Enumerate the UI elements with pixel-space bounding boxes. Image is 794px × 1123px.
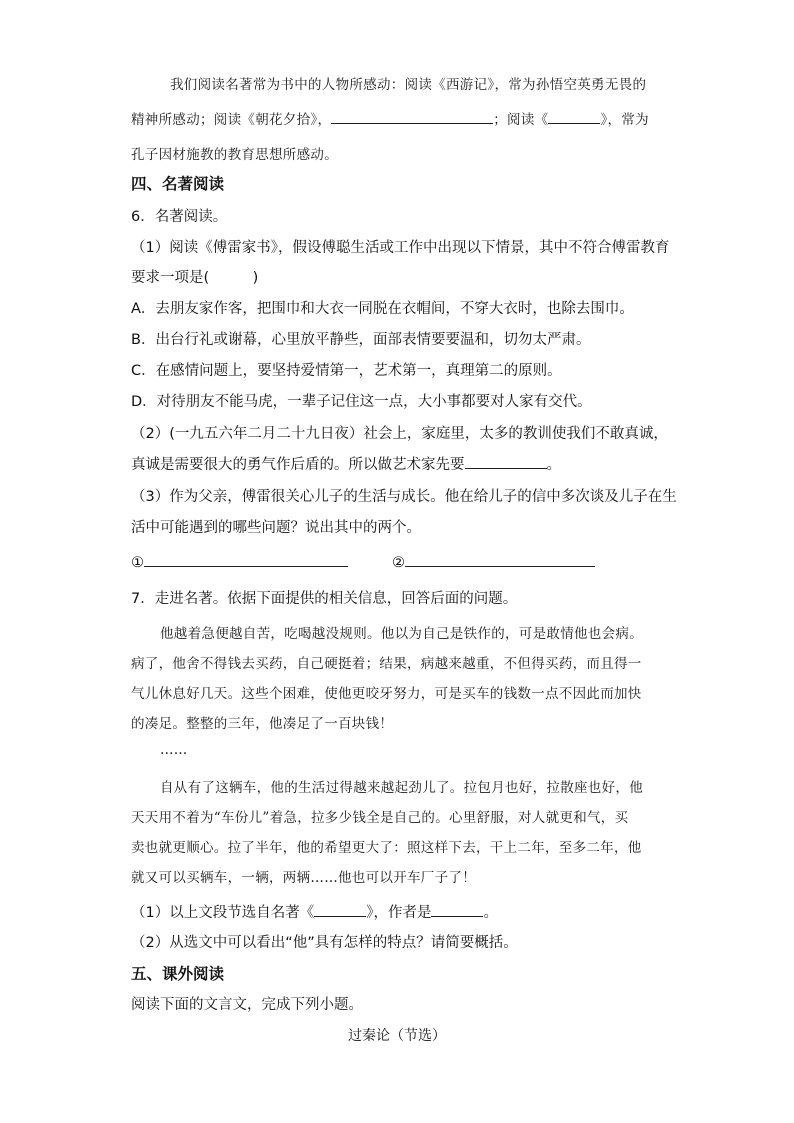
passage-line: 自从有了这辆车，他的生活过得越来越起劲儿了。拉包月也好，拉散座也好，他 <box>160 780 643 796</box>
intro-line-1: 我们阅读名著常为书中的人物所感动：阅读《西游记》，常为孙悟空英勇无畏的 <box>170 77 647 93</box>
intro-line-2-c: 》，常为 <box>600 112 649 128</box>
intro-line-2 <box>131 108 661 128</box>
question-6-2-line-2 <box>131 453 661 474</box>
question-7-1-c: 。 <box>483 905 498 921</box>
question-6-2-line-1: （2）(一九五六年二月二十九日夜）社会上，家庭里，太多的教训使我们不敢真诚， <box>131 426 668 442</box>
question-7-2: （2）从选文中可以看出“他”具有怎样的特点？请简要概括。 <box>131 935 518 951</box>
intro-line-3: 孔子因材施教的教育思想所感动。 <box>131 147 338 163</box>
circle-number-1: ① <box>131 555 144 571</box>
question-7-1 <box>131 901 661 922</box>
answer-line-1[interactable] <box>131 552 348 571</box>
question-6-3-line-1: （3）作为父亲，傅雷很关心儿子的生活与成长。他在给儿子的信中多次谈及儿子在生 <box>131 489 677 505</box>
answer-blank[interactable] <box>314 902 366 917</box>
answer-line-2[interactable] <box>392 552 595 571</box>
question-6-2-end: 。 <box>546 457 561 473</box>
option-d[interactable]: D．对待朋友不能马虎，一辈子记住这一点，大小事都要对人家有交代。 <box>131 394 592 410</box>
answer-blank[interactable] <box>465 454 547 469</box>
passage-ellipsis: …… <box>160 742 188 758</box>
passage-line: 的凑足。整整的三年，他凑足了一百块钱！ <box>131 716 394 732</box>
question-7-1-a: （1）以上文段节选自名著《 <box>131 905 315 921</box>
circle-number-2: ② <box>392 555 405 571</box>
passage-line: 卖也就更顺心。拉了半年，他的希望更大了：照这样下去，干上二年，至多二年，他 <box>131 840 642 856</box>
question-6-2-text: 真诚是需要很大的勇气作后盾的。所以做艺术家先要 <box>131 457 465 473</box>
section-heading: 五、课外阅读 <box>131 965 225 983</box>
question-6-1-line-1: （1）阅读《傅雷家书》，假设傅聪生活或工作中出现以下情景，其中不符合傅雷教育 <box>131 240 670 256</box>
section-5-instruction: 阅读下面的文言文，完成下列小题。 <box>131 997 363 1013</box>
question-7-1-b: 》，作者是 <box>366 905 432 921</box>
option-c[interactable]: C．在感情问题上，要坚持爱情第一，艺术第一，真理第二的原则。 <box>131 363 562 379</box>
section-heading: 四、名著阅读 <box>131 175 225 193</box>
option-b[interactable]: B．出台行礼或谢幕，心里放平静些，面部表情要要温和，切勿太严肃。 <box>131 332 591 348</box>
question-6-title: 6．名著阅读。 <box>131 209 228 225</box>
question-6-1-line-2: 要求一项是( ) <box>131 270 259 286</box>
answer-blank[interactable] <box>405 552 595 567</box>
intro-line-2-a: 精神所感动；阅读《朝花夕拾》， <box>131 112 332 128</box>
answer-blank[interactable] <box>548 109 600 124</box>
passage-line: 气儿休息好几天。这些个困难，使他更咬牙努力，可是买车的钱数一点不因此而加快 <box>131 686 642 702</box>
intro-line-2-b: ；阅读《 <box>493 112 549 128</box>
answer-blank[interactable] <box>144 552 348 567</box>
option-a[interactable]: A．去朋友家作客，把围巾和大衣一同脱在衣帽间，不穿大衣时，也除去围巾。 <box>131 301 634 317</box>
passage-line: 他越着急便越自苦，吃喝越没规则。他以为自己是铁作的，可是敢情他也会病。 <box>160 626 643 642</box>
question-6-3-line-2: 活中可能遇到的哪些问题？说出其中的两个。 <box>131 520 421 536</box>
question-7-title: 7．走进名著。依据下面提供的相关信息，回答后面的问题。 <box>131 591 518 607</box>
passage-line: 病了，他舍不得钱去买药，自己硬挺着；结果，病越来越重，不但得买药，而且得一 <box>131 656 642 672</box>
answer-blank[interactable] <box>331 109 493 124</box>
passage-line: 天天用不着为“车份儿”着急，拉多少钱全是自己的。心里舒服，对人就更和气，买 <box>131 810 629 826</box>
passage-line: 就又可以买辆车，一辆，两辆……他也可以开车厂子了！ <box>131 870 476 886</box>
answer-blank[interactable] <box>431 902 483 917</box>
passage-title: 过秦论（节选） <box>348 1028 446 1044</box>
